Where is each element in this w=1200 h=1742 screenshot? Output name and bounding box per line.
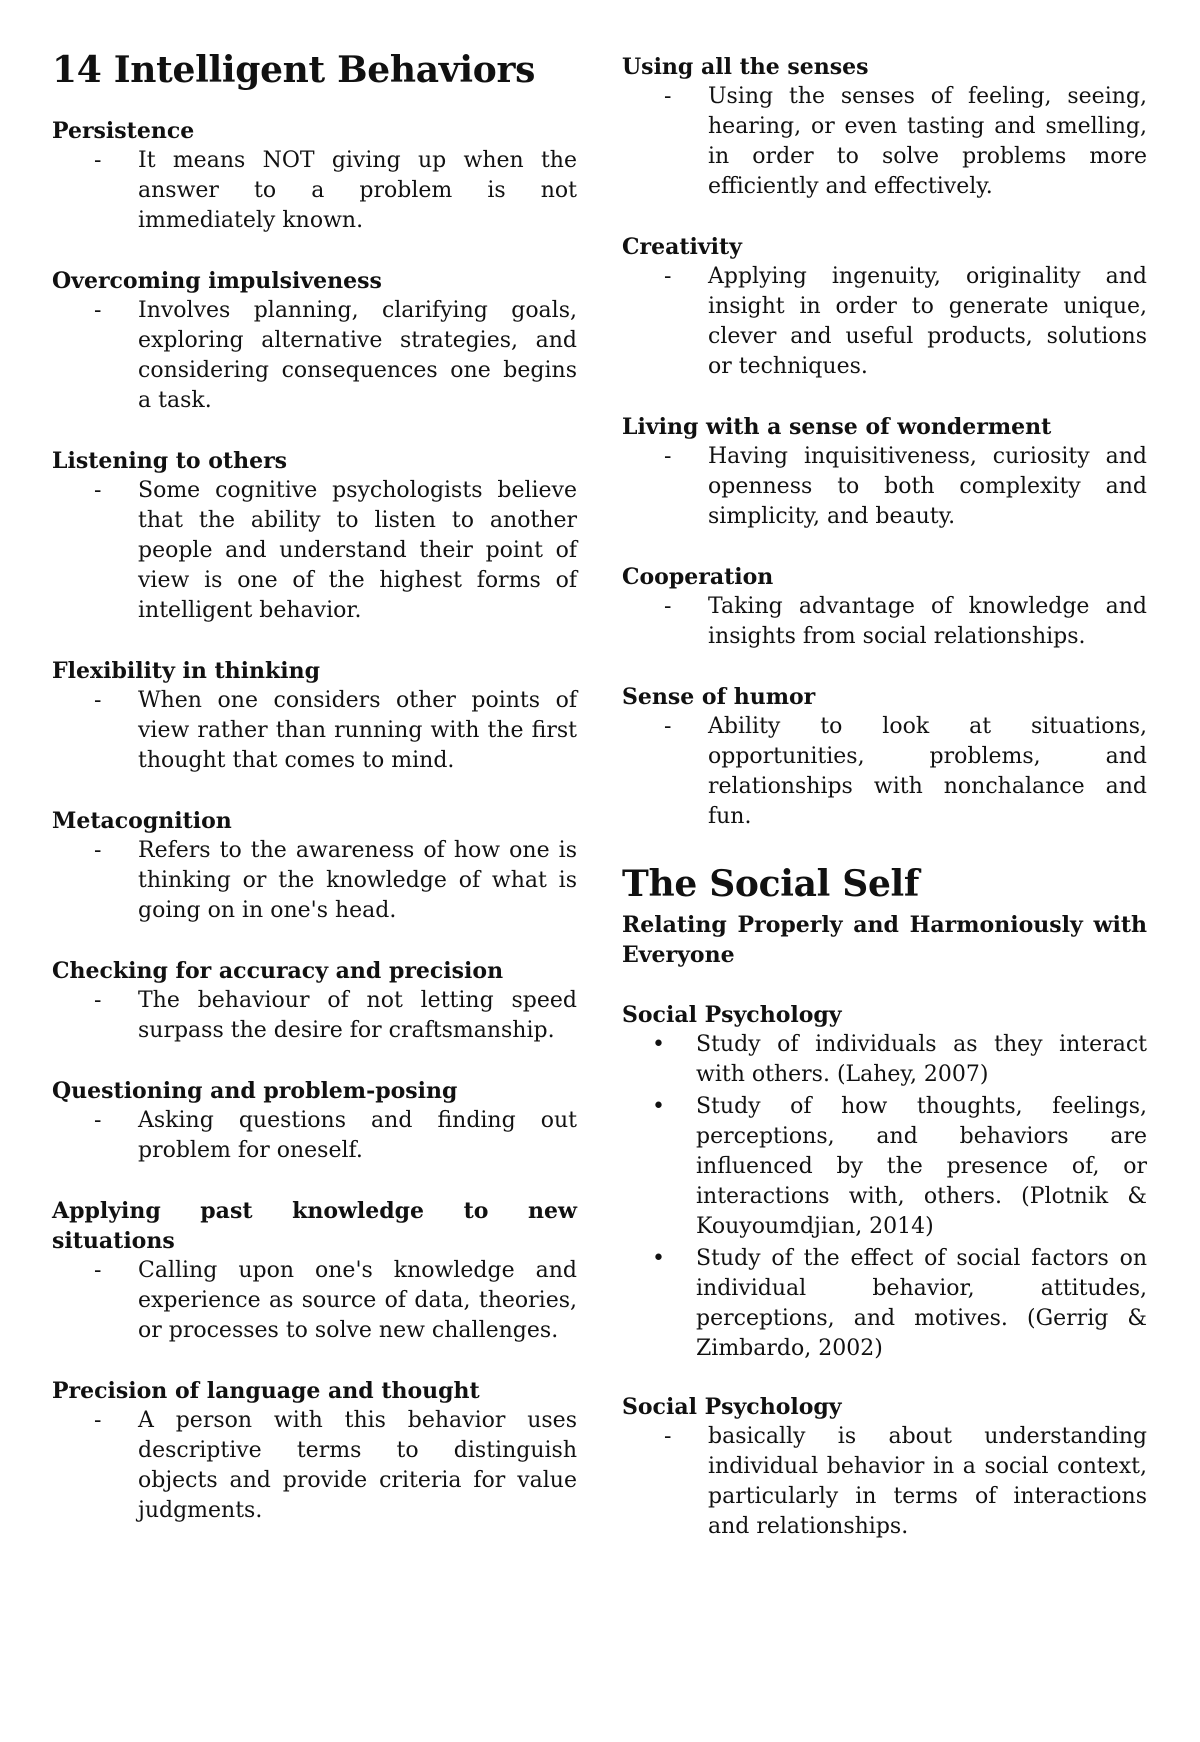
section-heading: Social Psychology — [622, 1394, 842, 1420]
dash-item-text: Taking advantage of knowledge and insights from social relationships. — [708, 594, 1147, 649]
section-heading: Listening to others — [52, 448, 288, 474]
bullet-marker: • — [652, 1094, 665, 1119]
dash-item-text: It means NOT giving up when the answer to a problem is not immediately known. — [138, 148, 577, 233]
dash-item — [622, 592, 1147, 652]
dash-item-text: Some cognitive psychologists believe that the ability to listen to another people and understand their point of view is one of the highest forms of intelligent behavior. — [138, 478, 577, 623]
section-heading: Living with a sense of wonderment — [622, 414, 1052, 440]
dash-item — [622, 442, 1147, 532]
section-sense-of-humor — [622, 682, 1147, 832]
section-cooperation — [622, 562, 1147, 652]
dash-marker: - — [664, 714, 672, 739]
dash-item — [52, 986, 577, 1046]
section-flexibility-in-thinking — [52, 656, 577, 776]
section-heading: Social Psychology — [622, 1002, 842, 1028]
dash-item-text: basically is about understanding individual behavior in a social context, particularly in terms of interactions and relationships. — [708, 1424, 1147, 1539]
section-using-all-senses — [622, 52, 1147, 202]
dash-item — [622, 82, 1147, 202]
dash-item-text: A person with this behavior uses descriptive terms to distinguish objects and provide criteria for value judgments. — [138, 1408, 577, 1523]
dash-marker: - — [664, 84, 672, 109]
dash-item-text: When one considers other points of view rather than running with the first thought that comes to mind. — [138, 688, 577, 773]
dash-marker: - — [94, 1108, 102, 1133]
section-heading: Using all the senses — [622, 54, 869, 80]
section-heading: Metacognition — [52, 808, 232, 834]
dash-item — [52, 1406, 577, 1526]
dash-item-text: Calling upon one's knowledge and experience as source of data, theories, or processes to solve new challenges. — [138, 1258, 577, 1343]
dash-item — [622, 712, 1147, 832]
dash-marker: - — [94, 688, 102, 713]
section-creativity — [622, 232, 1147, 382]
section-heading: Checking for accuracy and precision — [52, 958, 504, 984]
dash-marker: - — [664, 444, 672, 469]
dash-item — [622, 1422, 1147, 1542]
dash-marker: - — [94, 478, 102, 503]
section-heading: Overcoming impulsiveness — [52, 268, 382, 294]
dash-item-text: Using the senses of feeling, seeing, hearing, or even tasting and smelling, in order to solve problems more efficiently and effectively. — [708, 84, 1147, 199]
section-applying-past-knowledge — [52, 1196, 577, 1346]
dash-item — [52, 686, 577, 776]
dash-item — [52, 1256, 577, 1346]
section-questioning — [52, 1076, 577, 1166]
dash-item — [52, 1106, 577, 1166]
dash-item — [52, 836, 577, 926]
dash-item-text: Asking questions and finding out problem for oneself. — [138, 1108, 577, 1163]
dash-item-text: Refers to the awareness of how one is thinking or the knowledge of what is going on in one's head. — [138, 838, 577, 923]
section-overcoming-impulsiveness — [52, 266, 577, 416]
section-checking-accuracy — [52, 956, 577, 1046]
section-heading: Cooperation — [622, 564, 774, 590]
left-column — [52, 48, 577, 1556]
dash-marker: - — [94, 988, 102, 1013]
bullet-item-text: Study of how thoughts, feelings, perceptions, and behaviors are influenced by the presence of, or interactions with, others. (Plotnik & Kouyoumdjian, 2014) — [696, 1094, 1147, 1239]
dash-item — [52, 146, 577, 236]
section-metacognition — [52, 806, 577, 926]
section-wonderment — [622, 412, 1147, 532]
dash-marker: - — [664, 594, 672, 619]
dash-item-text: Applying ingenuity, originality and insight in order to generate unique, clever and useful products, solutions or techniques. — [708, 264, 1147, 379]
section-heading: Persistence — [52, 118, 195, 144]
section-heading: Applying past knowledge to new situations — [52, 1198, 577, 1254]
dash-item — [622, 262, 1147, 382]
social-self-title: The Social Self — [622, 863, 920, 905]
bullet-marker: • — [652, 1032, 665, 1057]
section-heading: Questioning and problem-posing — [52, 1078, 458, 1104]
page-title: 14 Intelligent Behaviors — [52, 49, 536, 91]
dash-item-text: Involves planning, clarifying goals, exploring alternative strategies, and considering consequences one begins a task. — [138, 298, 577, 413]
dash-item-text: Having inquisitiveness, curiosity and openness to both complexity and simplicity, and beauty. — [708, 444, 1147, 529]
dash-marker: - — [664, 264, 672, 289]
dash-marker: - — [94, 298, 102, 323]
bullet-item — [622, 1092, 1147, 1242]
bullet-item — [622, 1244, 1147, 1364]
section-heading: Precision of language and thought — [52, 1378, 480, 1404]
section-heading: Flexibility in thinking — [52, 658, 321, 684]
section-social-psychology-definitions — [622, 1000, 1147, 1364]
dash-item-text: The behaviour of not letting speed surpass the desire for craftsmanship. — [138, 988, 577, 1043]
section-persistence — [52, 116, 577, 236]
dash-item — [52, 296, 577, 416]
bullet-item — [622, 1030, 1147, 1090]
section-heading: Creativity — [622, 234, 742, 260]
dash-item-text: Ability to look at situations, opportunities, problems, and relationships with nonchalance and fun. — [708, 714, 1147, 829]
dash-marker: - — [664, 1424, 672, 1449]
dash-marker: - — [94, 148, 102, 173]
section-precision-of-language — [52, 1376, 577, 1526]
bullet-marker: • — [652, 1246, 665, 1271]
bullet-item-text: Study of individuals as they interact with others. (Lahey, 2007) — [696, 1032, 1147, 1087]
dash-marker: - — [94, 838, 102, 863]
right-column — [622, 52, 1147, 1572]
bullet-item-text: Study of the effect of social factors on individual behavior, attitudes, perceptions, and motives. (Gerrig & Zimbardo, 2002) — [696, 1246, 1147, 1361]
dash-item — [52, 476, 577, 626]
section-social-psychology-summary — [622, 1392, 1147, 1542]
dash-marker: - — [94, 1258, 102, 1283]
social-self-subtitle: Relating Properly and Harmoniously with Everyone — [622, 912, 1147, 968]
dash-marker: - — [94, 1408, 102, 1433]
section-listening-to-others — [52, 446, 577, 626]
section-heading: Sense of humor — [622, 684, 816, 710]
